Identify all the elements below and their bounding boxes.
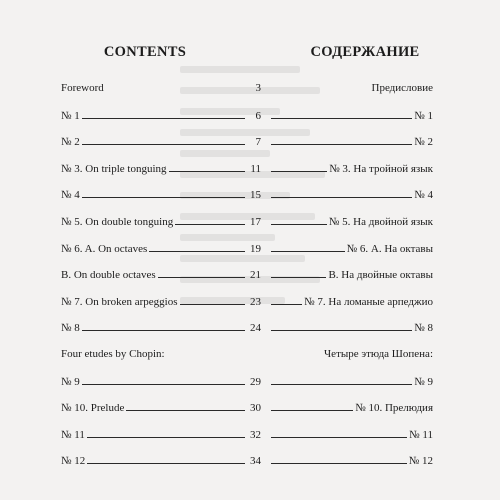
toc-entry-russian [261,291,433,308]
toc-entry-title-russian: В. На двойные октавы [328,269,433,282]
toc-page-number: 19 [250,242,261,255]
contents-heading-russian: СОДЕРЖАНИЕ [310,44,420,60]
toc-page-number: 34 [250,455,261,468]
toc-leader-line [271,371,412,385]
toc-entry-title: № 1 [61,109,80,122]
toc-entry-title-russian: № 3. На тройной язык [329,162,433,175]
toc-entry [61,184,261,201]
toc-leader-line [106,78,245,91]
toc-leader-line [271,105,412,119]
toc-entry-russian [261,238,433,255]
toc-page-number: 15 [250,189,261,202]
toc-leader-line [271,450,407,464]
toc-leader-line [158,264,245,278]
toc-entry-title: B. On double octaves [61,269,156,282]
toc-leader-line [87,424,245,438]
toc-page-number: 29 [250,375,261,388]
toc-page-number: 30 [250,402,261,415]
toc-entry-title: Four etudes by Chopin: [61,347,165,360]
toc-entry-russian [261,344,433,361]
toc-leader-line [271,238,345,252]
toc-entry-title: № 9 [61,375,80,388]
toc-page-number: 24 [250,322,261,335]
toc-leader-line [126,397,245,411]
toc-entry-title-russian: № 4 [414,189,433,202]
toc-entry [61,397,261,414]
toc-entry-title-russian: № 1 [414,109,433,122]
toc-leader-line [169,158,245,172]
toc-entry-title-russian: № 6. А. На октавы [346,242,433,255]
toc-leader-line [271,264,326,278]
toc-entry-title: № 11 [61,428,85,441]
toc-leader-line [271,78,370,91]
toc-leader-line [167,344,245,357]
toc-entry [61,78,261,95]
toc-leader-line [271,211,327,225]
toc-leader-line [271,424,407,438]
toc-page-number: 23 [250,295,261,308]
toc-leader-line [82,317,245,331]
toc-leader-line [82,184,245,198]
toc-entry-title: № 7. On broken arpeggios [61,295,178,308]
toc-page-number: 32 [250,428,261,441]
toc-page-number: 21 [250,269,261,282]
toc-entry [61,317,261,334]
toc-entry-russian [261,424,433,441]
toc-entry-russian [261,184,433,201]
toc-page-number: 17 [250,215,261,228]
toc-page-number: 7 [255,136,261,149]
toc-entry-title: № 3. On triple tonguing [61,162,167,175]
toc-leader-line [271,158,327,172]
toc-page-number: 3 [255,82,261,94]
toc-leader-line [271,344,322,357]
toc-entry-russian [261,317,433,334]
toc-page-number: 6 [255,109,261,122]
toc-entry-title: Foreword [61,82,104,94]
toc-entry-russian [261,397,433,414]
toc-entry-title: № 2 [61,136,80,149]
toc-leader-line [149,238,245,252]
toc-entry-title: № 8 [61,322,80,335]
toc-entry-russian [261,264,433,281]
toc-leader-line [271,291,302,305]
toc-entry-title-russian: № 8 [414,322,433,335]
contents-list-english [61,78,261,477]
toc-entry-russian [261,450,433,467]
toc-entry [61,105,261,122]
toc-leader-line [271,397,353,411]
toc-entry [61,371,261,388]
toc-entry [61,344,261,361]
toc-entry-title-russian: Предисловие [371,82,433,94]
toc-entry [61,211,261,228]
toc-entry-title: № 4 [61,189,80,202]
toc-entry [61,158,261,175]
toc-entry-title: № 10. Prelude [61,402,125,415]
toc-entry-title-russian: Четыре этюда Шопена: [324,347,433,360]
contents-heading: CONTENTS [103,44,187,60]
toc-entry-title-russian: № 12 [408,455,433,468]
toc-entry-title-russian: № 2 [414,136,433,149]
toc-leader-line [271,184,412,198]
toc-entry-russian [261,105,433,122]
toc-entry-title-russian: № 9 [414,375,433,388]
toc-entry [61,291,261,308]
toc-entry-russian [261,158,433,175]
toc-entry [61,131,261,148]
toc-entry-russian [261,211,433,228]
toc-entry-russian [261,131,433,148]
toc-leader-line [180,291,246,305]
toc-entry [61,424,261,441]
toc-leader-line [82,371,245,385]
toc-entry [61,450,261,467]
toc-entry-title-russian: № 10. Прелюдия [355,402,433,415]
toc-entry-title-russian: № 5. На двойной язык [328,215,433,228]
toc-entry [61,264,261,281]
toc-entry [61,238,261,255]
toc-leader-line [87,450,245,464]
toc-entry-russian [261,78,433,95]
toc-entry-title: № 6. A. On octaves [61,242,148,255]
toc-entry-title-russian: № 11 [409,428,433,441]
toc-entry-title-russian: № 7. На ломаные арпеджио [304,295,433,308]
toc-leader-line [82,105,245,119]
toc-leader-line [271,131,412,145]
toc-page-number: 11 [250,162,261,175]
toc-entry-russian [261,371,433,388]
toc-leader-line [175,211,245,225]
contents-list-russian [261,78,433,477]
toc-leader-line [82,131,245,145]
toc-leader-line [271,317,412,331]
toc-entry-title: № 12 [61,455,86,468]
toc-entry-title: № 5. On double tonguing [61,215,174,228]
